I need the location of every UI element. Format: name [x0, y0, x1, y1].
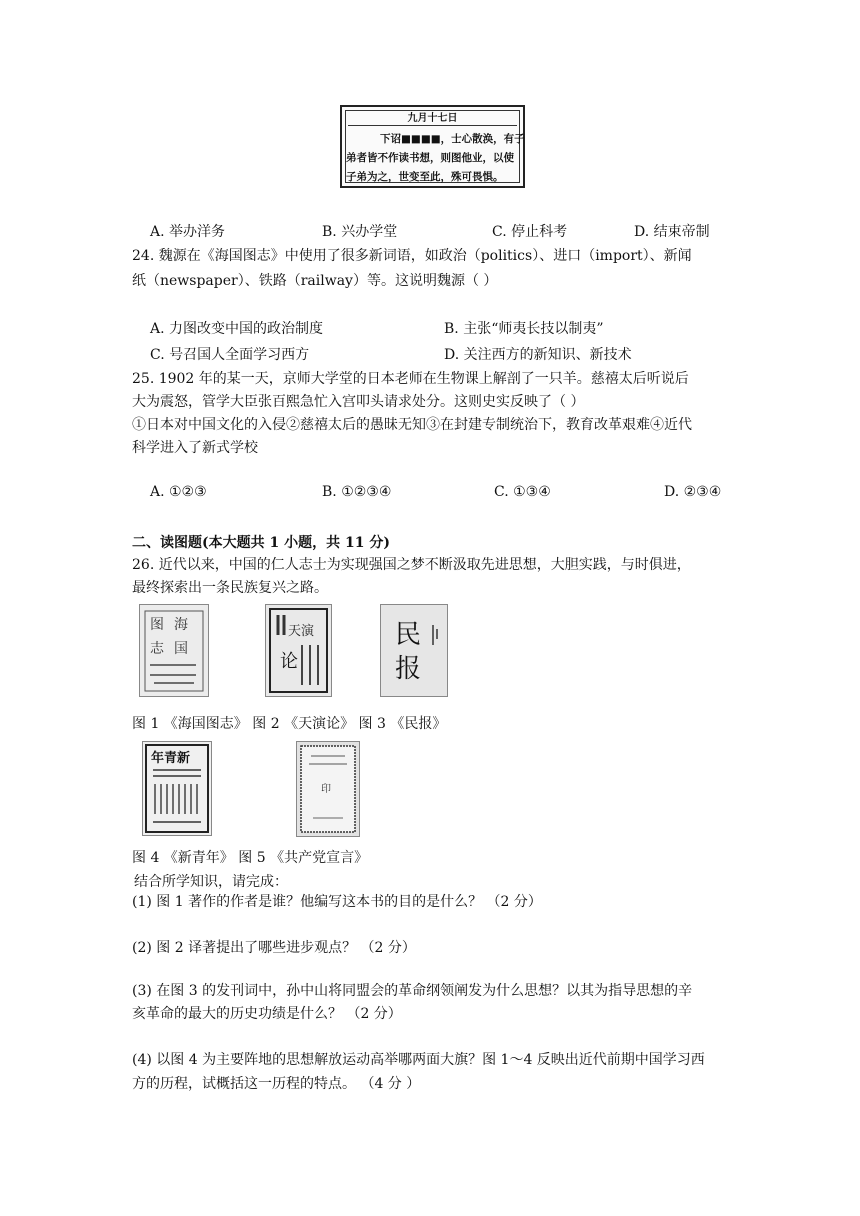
- q23-option-a: A. 举办洋务: [150, 224, 226, 240]
- q26-question-3-line-2: 亥革命的最大的历史功绩是什么？ （2 分）: [132, 1006, 402, 1022]
- q26-intro-line-2: 最终探索出一条民族复兴之路。: [132, 580, 328, 596]
- svg-text:海: 海: [174, 617, 188, 633]
- q23-option-b: B. 兴办学堂: [322, 224, 398, 240]
- q23-option-d: D. 结束帝制: [634, 224, 710, 240]
- q24-line-2: 纸（newspaper）、铁路（railway）等。这说明魏源（ ）: [132, 273, 498, 289]
- svg-text:国: 国: [174, 641, 188, 657]
- clipping-line-3: 子弟为之，世变至此，殊可畏惧。: [346, 171, 504, 183]
- q26-question-3-line-1: (3) 在图 3 的发刊词中，孙中山将同盟会的革命纲领阐发为什么思想？以其为指导思想的辛: [132, 983, 693, 999]
- svg-text:志: 志: [150, 641, 164, 657]
- section-2-heading: 二、读图题(本大题共 1 小题，共 11 分): [132, 535, 390, 551]
- q25-line-4: 科学进入了新式学校: [132, 440, 258, 456]
- q24-option-c: C. 号召国人全面学习西方: [150, 347, 310, 363]
- q26-intro-line-1: 26. 近代以来，中国的仁人志士为实现强国之梦不断汲取先进思想，大胆实践，与时俱进，: [132, 557, 691, 573]
- svg-text:年青新: 年青新: [151, 751, 191, 766]
- q25-line-3: ①日本对中国文化的入侵②慈禧太后的愚昧无知③在封建专制统治下，教育改革艰难④近代: [132, 417, 692, 433]
- q26-question-4-line-1: (4) 以图 4 为主要阵地的思想解放运动高举哪两面大旗？图 1～4 反映出近代前期中国学习西: [132, 1052, 705, 1068]
- q24-option-d: D. 关注西方的新知识、新技术: [444, 347, 632, 363]
- q24-line-1: 24. 魏源在《海国图志》中使用了很多新词语，如政治（politics）、进口（import）、新闻: [132, 248, 692, 264]
- svg-text:民: 民: [395, 620, 422, 650]
- figure-2-tianyanlun-image: [265, 604, 332, 697]
- q24-option-a: A. 力图改变中国的政治制度: [150, 321, 324, 337]
- svg-text:天演: 天演: [288, 624, 315, 639]
- clipping-line-2: 弟者皆不作读书想，则图他业，以使: [346, 152, 514, 164]
- clipping-date: 九月十七日: [407, 113, 458, 124]
- svg-text:印: 印: [321, 784, 331, 795]
- q25-option-b: B. ①②③④: [322, 484, 392, 500]
- svg-text:图: 图: [150, 617, 164, 633]
- figure-1-haiguo-tuzhi-image: [139, 604, 209, 697]
- newspaper-clipping-image: [340, 105, 525, 188]
- figure-4-xinqingnian-image: [142, 741, 212, 836]
- svg-text:论: 论: [280, 651, 298, 672]
- q25-option-d: D. ②③④: [664, 484, 722, 500]
- figure-captions-row-2: 图 4 《新青年》 图 5 《共产党宣言》: [132, 850, 369, 866]
- clipping-rule: [348, 125, 517, 126]
- q25-option-c: C. ①③④: [494, 484, 551, 500]
- figure-captions-row-1: 图 1 《海国图志》 图 2 《天演论》 图 3 《民报》: [132, 716, 447, 732]
- q26-question-2: (2) 图 2 译著提出了哪些进步观点？ （2 分）: [132, 940, 416, 956]
- clipping-line-1: 下诏■■■■，士心散涣，有子: [380, 133, 525, 145]
- q25-line-2: 大为震怒，管学大臣张百熙急忙入宫叩头请求处分。这则史实反映了（ ）: [132, 394, 585, 410]
- svg-text:报: 报: [395, 654, 422, 684]
- q24-option-b: B. 主张“师夷长技以制夷”: [444, 321, 604, 337]
- q23-option-c: C. 停止科考: [492, 224, 568, 240]
- figure-5-communist-manifesto-image: [296, 741, 360, 837]
- q26-question-4-line-2: 方的历程，试概括这一历程的特点。 （4 分 ）: [132, 1076, 421, 1092]
- q25-option-a: A. ①②③: [150, 484, 207, 500]
- q26-instruction: 结合所学知识，请完成：: [134, 874, 288, 890]
- q26-question-1: (1) 图 1 著作的作者是谁？他编写这本书的目的是什么？ （2 分）: [132, 894, 542, 910]
- q25-line-1: 25. 1902 年的某一天，京师大学堂的日本老师在生物课上解剖了一只羊。慈禧太后听说后: [132, 371, 689, 387]
- figure-3-minbao-image: [380, 604, 448, 697]
